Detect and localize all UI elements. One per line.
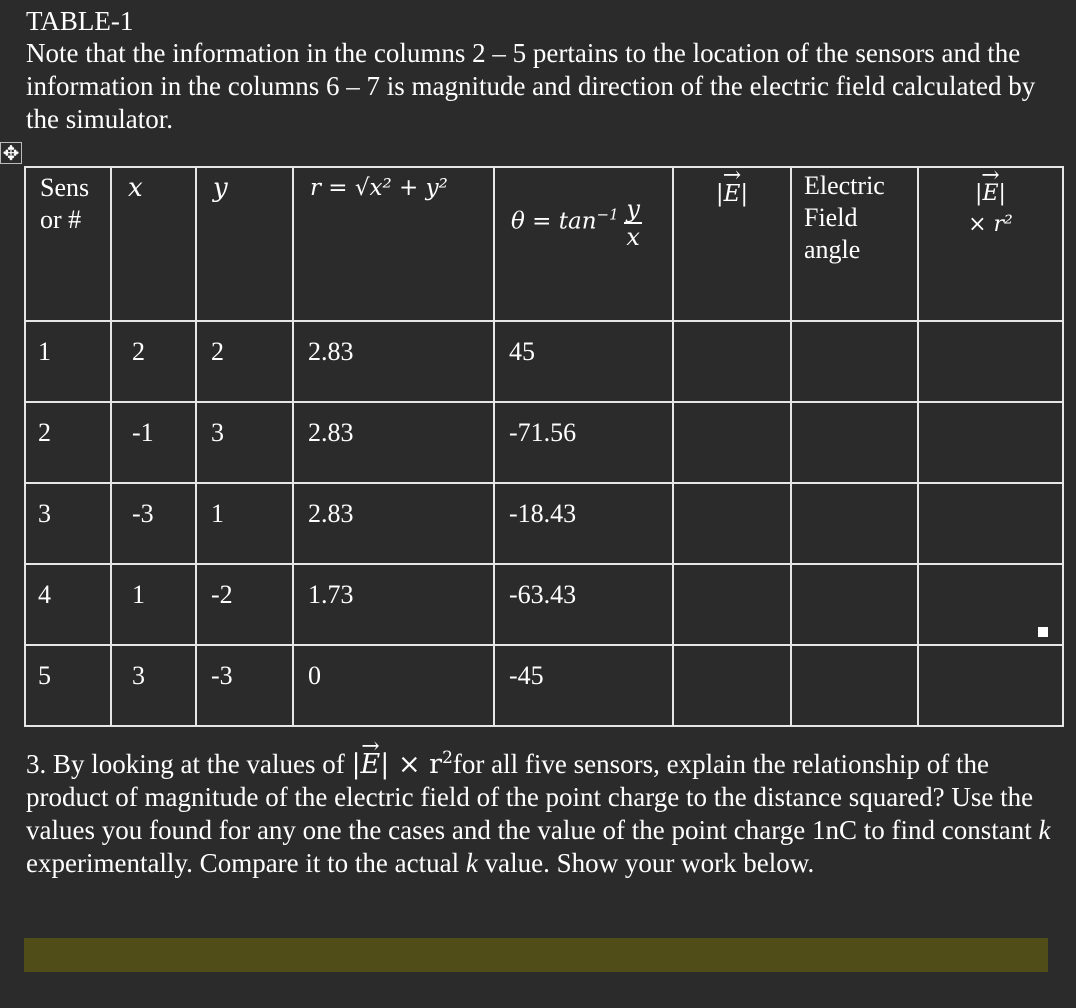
header-sensor: Sens or # [25, 167, 111, 321]
header-field-angle: Electric Field angle [791, 167, 918, 321]
cell-sensor-value: 3 [38, 499, 51, 528]
cell-sensor[interactable] [25, 645, 111, 726]
sensor-table [24, 166, 1064, 727]
cell-r-value: 2.83 [308, 337, 354, 366]
cell-e-magnitude[interactable] [673, 402, 791, 483]
cell-sensor[interactable] [25, 321, 111, 402]
cell-y-value: 3 [211, 418, 224, 447]
cell-x-value: -3 [132, 499, 154, 528]
cell-e-magnitude[interactable] [673, 321, 791, 402]
cell-x[interactable] [111, 483, 196, 564]
cell-e-times-r2[interactable] [918, 645, 1063, 726]
table-row [25, 321, 1063, 402]
cell-theta-value: -18.43 [509, 499, 577, 528]
cell-theta-value: -45 [509, 661, 544, 690]
resize-handle-icon[interactable] [1038, 627, 1048, 637]
cell-x-value: 3 [132, 661, 145, 690]
cell-theta[interactable] [494, 564, 673, 645]
cell-r[interactable] [293, 402, 494, 483]
cell-field-angle[interactable] [791, 483, 918, 564]
cell-theta[interactable] [494, 483, 673, 564]
move-icon[interactable]: ✥ [0, 142, 22, 164]
cell-x-value: 2 [132, 337, 145, 366]
cell-x-value: -1 [132, 418, 154, 447]
cell-sensor[interactable] [25, 402, 111, 483]
cell-y-value: -2 [211, 580, 233, 609]
cell-r[interactable] [293, 645, 494, 726]
table-row [25, 564, 1063, 645]
header-theta: $\theta = \tan^{-1}$ $\frac{y}{x}$ [494, 167, 673, 321]
header-row [25, 167, 1063, 321]
cell-y[interactable] [196, 402, 293, 483]
cell-field-angle[interactable] [791, 402, 918, 483]
cell-x[interactable] [111, 321, 196, 402]
note-paragraph: Note that the information in the columns 2 – 5 pertains to the location of the sensors and the information in the columns 6 – 7 is magnitude and direction of the electric field calculated by the simulator. [26, 38, 1036, 134]
cell-theta[interactable] [494, 321, 673, 402]
answer-input-area[interactable] [24, 938, 1048, 972]
table-heading: TABLE-1 [26, 6, 134, 36]
cell-sensor-value: 4 [38, 580, 51, 609]
header-x: x [111, 167, 196, 321]
cell-y[interactable] [196, 483, 293, 564]
cell-x[interactable] [111, 564, 196, 645]
cell-e-magnitude[interactable] [673, 564, 791, 645]
cell-sensor-value: 2 [38, 418, 51, 447]
cell-field-angle[interactable] [791, 645, 918, 726]
table-row [25, 645, 1063, 726]
cell-r-value: 2.83 [308, 418, 354, 447]
cell-r-value: 1.73 [308, 580, 354, 609]
table-row [25, 402, 1063, 483]
header-e-magnitude: → |E| [673, 167, 791, 321]
cell-y-value: 1 [211, 499, 224, 528]
cell-theta-value: -71.56 [509, 418, 577, 447]
header-r: r = √x² + y² [293, 167, 494, 321]
cell-r[interactable] [293, 321, 494, 402]
cell-y[interactable] [196, 564, 293, 645]
cell-r-value: 2.83 [308, 499, 354, 528]
cell-e-times-r2[interactable] [918, 402, 1063, 483]
cell-y-value: 2 [211, 337, 224, 366]
cell-x[interactable] [111, 645, 196, 726]
cell-sensor[interactable] [25, 564, 111, 645]
table-row [25, 483, 1063, 564]
cell-field-angle[interactable] [791, 564, 918, 645]
cell-y[interactable] [196, 321, 293, 402]
cell-x[interactable] [111, 402, 196, 483]
cell-e-times-r2[interactable] [918, 483, 1063, 564]
cell-theta[interactable] [494, 645, 673, 726]
cell-theta-value: -63.43 [509, 580, 577, 609]
header-y: y [196, 167, 293, 321]
cell-sensor-value: 5 [38, 661, 51, 690]
cell-field-angle[interactable] [791, 321, 918, 402]
cell-e-magnitude[interactable] [673, 645, 791, 726]
cell-theta[interactable] [494, 402, 673, 483]
cell-r-value: 0 [308, 661, 321, 690]
cell-sensor[interactable] [25, 483, 111, 564]
cell-e-magnitude[interactable] [673, 483, 791, 564]
cell-theta-value: 45 [509, 337, 535, 366]
cell-sensor-value: 1 [38, 337, 51, 366]
header-e-times-r2: → |E| × r² [918, 167, 1063, 321]
cell-x-value: 1 [132, 580, 145, 609]
cell-y[interactable] [196, 645, 293, 726]
cell-y-value: -3 [211, 661, 233, 690]
cell-e-times-r2[interactable] [918, 321, 1063, 402]
cell-r[interactable] [293, 564, 494, 645]
cell-r[interactable] [293, 483, 494, 564]
question-paragraph: 3. By looking at the values of → $|E| \times r^2for$ all five sensors, explain the relationship of the product of magnitude of the electric field of the point charge to the distance squared? Use the values you found for any one the cases and the value of the point charge 1nC to find constant k experimentally. Compare it to the actual k value. Show your work below. [26, 742, 1056, 880]
